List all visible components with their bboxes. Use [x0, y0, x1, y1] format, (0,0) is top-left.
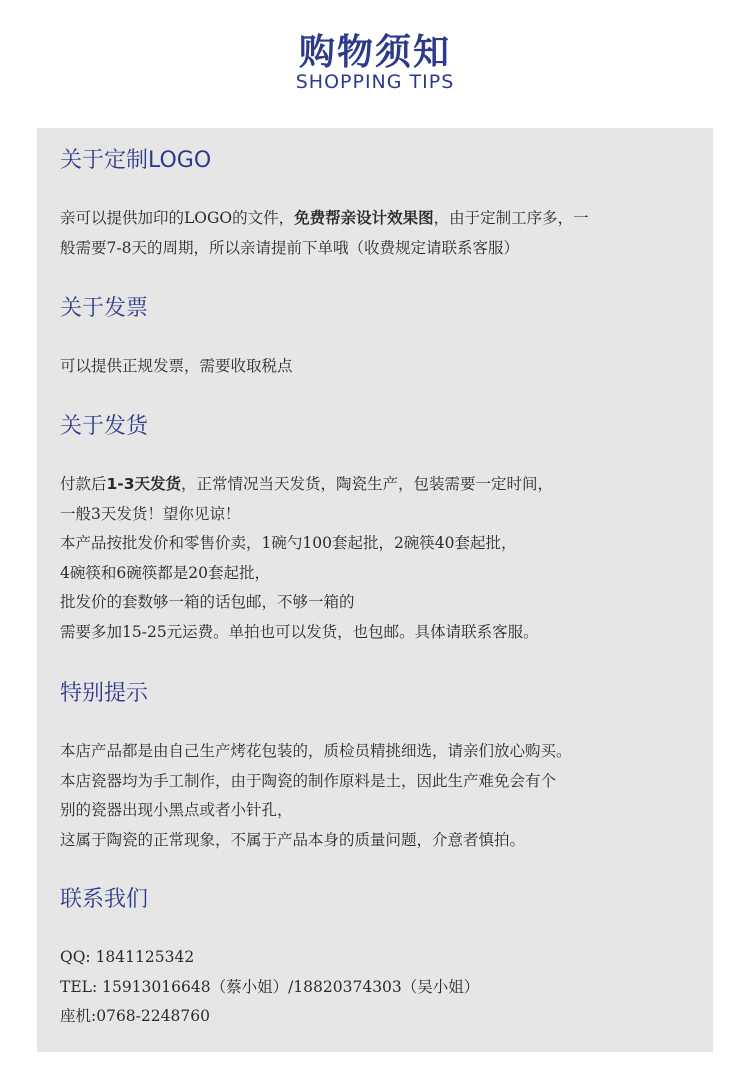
page-title: 购物须知 — [298, 32, 451, 73]
contact-qq: QQ: 1841125342 — [60, 948, 195, 966]
section-heading: 关于发票 — [60, 296, 149, 321]
text-line — [60, 204, 695, 234]
text-line: 这属于陶瓷的正常现象，不属于产品本身的质量问题，介意者慎拍。 — [60, 830, 526, 849]
text-segment: 付款后 — [60, 475, 107, 493]
section-body — [60, 352, 695, 382]
text-line — [60, 470, 695, 500]
section-body — [60, 204, 695, 263]
text-segment: ，由于定制工序多，一 — [433, 209, 589, 227]
section-heading: 关于发货 — [60, 414, 149, 439]
tips-panel — [37, 128, 713, 1052]
text-line: 本店产品都是由自己生产烤花包装的，质检员精挑细选，请亲们放心购买。 — [60, 742, 572, 760]
text-segment: ，正常情况当天发货，陶瓷生产，包装需要一定时间， — [181, 475, 554, 493]
section-custom-logo — [60, 147, 695, 263]
text-line: 般需要7-8天的周期，所以亲请提前下单哦（收费规定请联系客服） — [60, 238, 519, 257]
text-segment: 亲可以提供加印的LOGO的文件， — [60, 209, 295, 227]
highlight-text: 免费帮亲设计效果图 — [294, 209, 434, 227]
page-header — [0, 0, 750, 128]
section-contact — [60, 886, 695, 1032]
text-line: 可以提供正规发票，需要收取税点 — [60, 357, 293, 375]
section-shipping — [60, 413, 695, 647]
section-heading: 联系我们 — [60, 887, 149, 912]
text-line: 批发价的套数够一箱的话包邮，不够一箱的 — [60, 593, 355, 611]
section-body — [60, 943, 695, 1032]
text-line: 4碗筷和6碗筷都是20套起批， — [60, 563, 270, 582]
contact-landline: 座机:0768-2248760 — [60, 1007, 210, 1025]
text-line: 本产品按批发价和零售价卖，1碗勺100套起批，2碗筷40套起批， — [60, 534, 517, 552]
highlight-text: 1-3天发货 — [106, 475, 182, 493]
text-line: 一般3天发货！望你见谅！ — [60, 504, 241, 523]
contact-tel: TEL: 15913016648（蔡小姐）/18820374303（吴小姐） — [60, 977, 480, 996]
text-line: 需要多加15-25元运费。单拍也可以发货，也包邮。具体请联系客服。 — [60, 622, 539, 641]
section-body — [60, 470, 695, 647]
section-heading: 关于定制LOGO — [60, 148, 212, 173]
section-body — [60, 737, 695, 855]
text-line: 别的瓷器出现小黑点或者小针孔， — [60, 801, 293, 819]
page-subtitle: SHOPPING TIPS — [295, 71, 455, 93]
text-line: 本店瓷器均为手工制作，由于陶瓷的制作原料是土，因此生产难免会有个 — [60, 771, 557, 790]
section-heading: 特别提示 — [60, 681, 149, 706]
section-special-notice — [60, 680, 695, 855]
section-invoice — [60, 295, 695, 382]
